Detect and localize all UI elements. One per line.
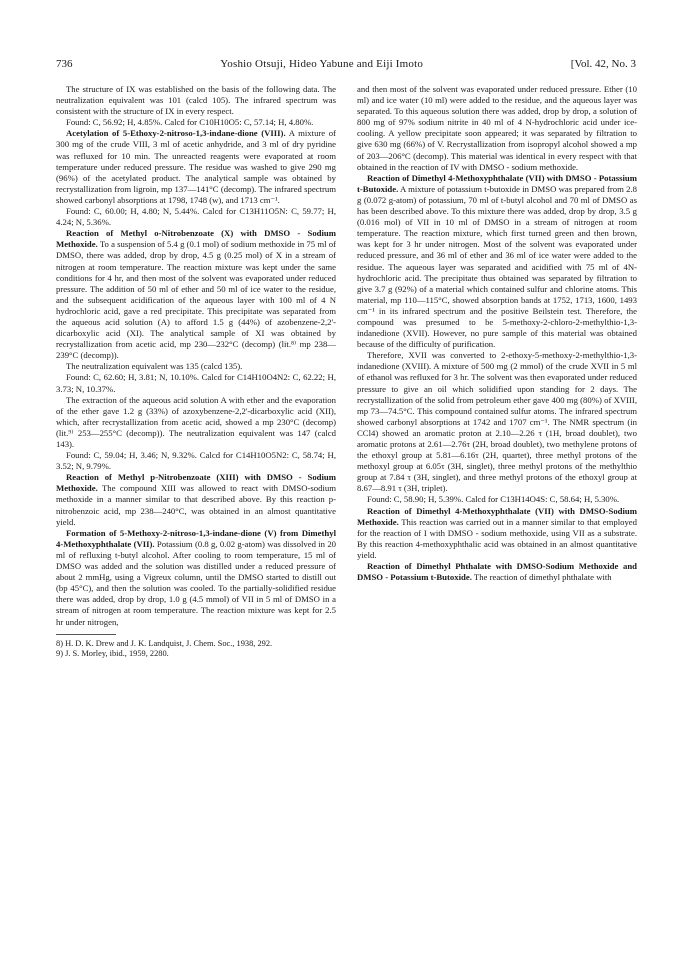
running-authors: Yoshio Otsuji, Hideo Yabune and Eiji Imoto [220,58,424,70]
paragraph-text: The compound XIII was allowed to react with DMSO-sodium methoxide in a manner similar to that described above. By this reaction p-nitrobenzoic acid, mp 238—240°C, was obtained in an almost quantitative yield. [56,483,336,527]
paragraph-text: Found: C, 62.60; H, 3.81; N, 10.10%. Calcd for C14H10O4N2: C, 62.22; H, 3.73; N, 10.37%. [56,372,336,394]
paragraph [56,395,336,450]
section-heading: Acetylation of 5-Ethoxy-2-nitroso-1,3-indane-dione (VIII). [66,128,286,139]
paragraph [56,128,336,206]
section-heading: Reaction of Dimethyl Phthalate with DMSO-Sodium Methoxide and DMSO - Potassium t-Butoxide. [357,561,637,583]
paragraph [56,206,336,228]
paragraph [56,450,336,472]
paragraph-text: Therefore, XVII was converted to 2-ethoxy-5-methoxy-2-methylthio-1,3-indanedione (XVIII). A mixture of 500 mg (2 mmol) of the crude XVII in 5 ml of ethanol was refluxed for 3 hr. The solvent was then evaporated under reduced pressure to give an oil which solidified upon standing for 2 days. The recrystallization of the solid from petroleum ether gave 400 mg (80%) of XVIII, mp 73—74.5°C. This compound contained sulfur atoms. The infrared spectrum showed carbonyl absorptions at 1742 and 1707 cm⁻¹. The NMR spectrum (in CCl4) showed an aromatic proton at 2.10—2.26 τ (1H, broad doublet), two aromatic protons at 2.61—2.76τ (2H, broad doublet), two methylene protons of the ethoxyl group at 5.81—6.16τ (2H, quartet), three methyl protons of the methoxyl group at 6.05τ (3H, singlet), three methyl protons of the methylthio group at 7.84 τ (3H, singlet), and three methyl protons of the ethoxyl group at 8.67—8.91 τ (3H, triplet). [357,350,637,494]
left-column [56,84,336,660]
section-heading: Formation of 5-Methoxy-2-nitroso-1,3-indane-dione (V) from Dimethyl 4-Methoxyphthalate (VII). [56,527,336,549]
paragraph-text: A mixture of 300 mg of the crude VIII, 3 ml of acetic anhydride, and 3 ml of dry pyridine was refluxed for 10 min. The unreacted reagents were evaporated at room temperature under reduced pressure. The residue was washed to give 290 mg (96%) of the acetylated product. The analytical sample was obtained by recrystallization from ligroin, mp 137—141°C (decomp). The infrared spectrum showed carbonyl absorptions at 1798, 1748 (w), and 1713 cm⁻¹. [56,128,336,205]
paragraph-text: A mixture of potassium t-butoxide in DMSO was prepared from 2.8 g (0.072 g-atom) of potassium, 70 ml of t-butyl alcohol and 70 ml of DMSO as has been described above. To this mixture there was added, drop by drop, 3.5 g (0.016 mol) of VII in 10 ml of DMSO in a stream of nitrogen at room temperature. The reaction mixture, which first turned green and then brown, was kept for 3 hr under nitrogen. Most of the solvent was evaporated under reduced pressure, and 36 ml of ether and 36 ml of ice water were added to the residue. The aqueous layer was separated and acidified with 75 ml of 4N-hydrochloric acid. The precipitate thus obtained was separated by filtration to give 3.7 g (92%) of a material which contained sulfur and chlorine atoms. This material, mp 110—115°C, showed absorption bands at 1752, 1713, 1600, 1493 cm⁻¹ in its infrared spectrum and the positive Beilstein test. Therefore, the compound was presumed to be 5-methoxy-2-chloro-2-methylthio-1,3-indanedione (XVII). However, no pure sample of this material was obtained because of the difficulty of purification. [357,183,637,350]
paragraph [56,228,336,361]
paragraph [56,372,336,394]
paragraph [357,561,637,583]
paragraph-text: The neutralization equivalent was 135 (calcd 135). [66,361,243,372]
paragraph-text: To a suspension of 5.4 g (0.1 mol) of sodium methoxide in 75 ml of DMSO, there was added, drop by drop, 4.5 g (0.25 mol) of X in a stream of nitrogen at room temperature. The reaction mixture was kept under the same conditions for 4 hr, and then most of the solvent was evaporated under reduced pressure. The addition of 50 ml of ether and 50 ml of ice water to the residue, and the subsequent acidification of the aqueous layer with 100 ml of 4 N hydrochloric acid, gave a red precipitate. This precipitate was separated from the aqueous acid solution (A) to afford 1.5 g (44%) of azobenzene-2,2'-dicarboxylic acid (XI). The analytical sample of XI was obtained by recrystallization from acetic acid, mp 230—232°C (decomp) (lit.⁸⁾ mp 238—239°C (decomp)). [56,239,336,361]
paragraph-text: The extraction of the aqueous acid solution A with ether and the evaporation of the ether gave 1.2 g (33%) of azoxybenzene-2,2'-dicarboxylic acid (XII), which, after recrystallization from acetic acid, showed a mp 230°C (decomp) (lit.⁹⁾ 253—255°C (decomp)). The neutralization equivalent was 147 (calcd 143). [56,394,336,449]
paragraph-text: Found: C, 60.00; H, 4.80; N, 5.44%. Calcd for C13H11O5N: C, 59.77; H, 4.24; N, 5.36%. [56,206,336,228]
paragraph [357,84,637,173]
paragraph-text: Found: C, 58.90; H, 5.39%. Calcd for C13H14O4S: C, 58.64; H, 5.30%. [367,494,620,505]
right-column [357,84,637,583]
paragraph [56,117,336,128]
paragraph [357,350,637,494]
footnote: 8) H. D. K. Drew and J. K. Landquist, J. Chem. Soc., 1938, 292. [56,638,273,648]
paragraph [56,84,336,117]
paragraph-text: Potassium (0.8 g, 0.02 g-atom) was dissolved in 20 ml of refluxing t-butyl alcohol. After cooling to room temperature, 15 ml of DMSO was added and the solution was distilled under a reduced pressure of about 2 mmHg, using a Vigreux column, until the DMSO started to distill out (bp 45°C), and then the solution was cooled. To the partially-solidified residue there was added, drop by drop, 1.0 g (4.5 mmol) of VII in 5 ml of DMSO in a stream of nitrogen at room temperature. The reaction mixture was kept for 2.5 hr under nitrogen, [56,538,337,627]
paragraph [56,472,336,527]
paragraph-text: Found: C, 59.04; H, 3.46; N, 9.32%. Calcd for C14H10O5N2: C, 58.74; H, 3.52; N, 9.79%. [56,450,336,472]
section-heading: Reaction of Methyl p-Nitrobenzoate (XIII) with DMSO - Sodium Methoxide. [56,472,336,494]
paragraph-text: The structure of IX was established on the basis of the following data. The neutralization equivalent was 101 (calcd 105). The infrared spectrum was consistent with the structure of IX in every respect. [56,84,336,117]
paragraph [357,506,637,561]
paragraph [357,494,637,505]
page-number: 736 [56,58,73,70]
section-heading: Reaction of Dimethyl 4-Methoxyphthalate (VII) with DMSO-Sodium Methoxide. [357,505,637,527]
paragraph [357,173,637,351]
paragraph [56,361,336,372]
page-header [56,58,636,74]
journal-volume: [Vol. 42, No. 3 [570,58,636,70]
paragraph-text: Found: C, 56.92; H, 4.85%. Calcd for C10H10O5: C, 57.14; H, 4.80%. [66,117,314,128]
paragraph [56,528,336,628]
paragraph-text: The reaction of dimethyl phthalate with [471,572,612,583]
paragraph-text: and then most of the solvent was evaporated under reduced pressure. Ether (10 ml) and ice water (10 ml) were added to the residue, and the aqueous layer was separated. To this aqueous solution there was added, drop by drop, a solution of 800 mg of 97% sodium nitrite in 40 ml of 4 N-hydrochloric acid under ice-cooling. A yellow precipitate soon appeared; it was separated by filtration to give 630 mg (66%) of V. Recrystallization from isopropyl alcohol showed a mp of 203—206°C (decomp). This material was identical in every respect with that obtained in the reaction of IV with DMSO - sodium methoxide. [357,84,637,172]
paragraph-text: This reaction was carried out in a manner similar to that employed for the reaction of I with DMSO - sodium methoxide, using VII as a substrate. By this reaction 4-methoxyphthalic acid was obtained in an almost quantitative yield. [357,516,637,560]
section-heading: Reaction of Methyl o-Nitrobenzoate (X) with DMSO - Sodium Methoxide. [56,228,336,250]
section-heading: Reaction of Dimethyl 4-Methoxyphthalate (VII) with DMSO - Potassium t-Butoxide. [357,172,637,194]
footnote: 9) J. S. Morley, ibid., 1959, 2280. [56,649,169,659]
